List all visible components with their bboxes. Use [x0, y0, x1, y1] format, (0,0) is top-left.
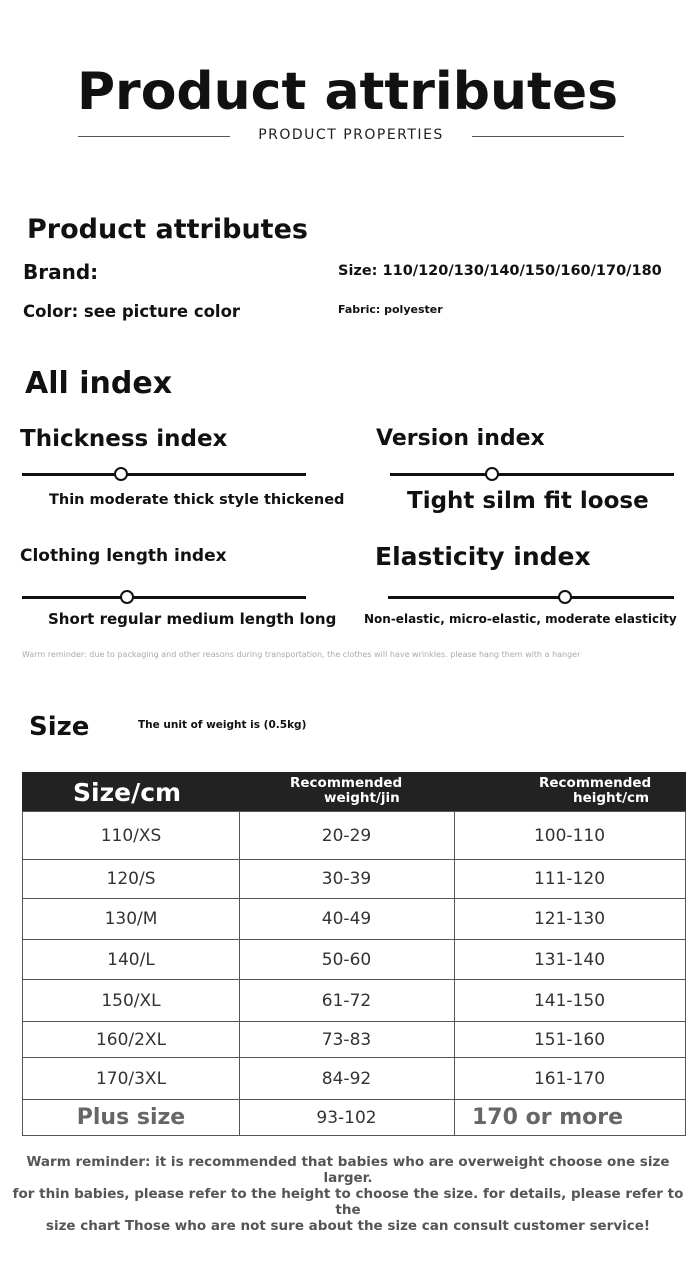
- weight-cell: 84-92: [321, 1068, 372, 1089]
- size-cell: 130/M: [104, 909, 158, 929]
- column-divider: [239, 860, 240, 898]
- weight-cell: 50-60: [321, 949, 372, 970]
- attributes-heading: Product attributes: [27, 214, 308, 245]
- weight-cell: 61-72: [321, 990, 372, 1011]
- column-divider: [239, 1058, 240, 1099]
- height-cell: 170 or more: [472, 1105, 624, 1130]
- thickness-index-scale: Thin moderate thick style thickened: [49, 492, 345, 508]
- table-row: [23, 1100, 685, 1135]
- height-cell: 161-170: [533, 1068, 606, 1089]
- table-row: [23, 1058, 685, 1100]
- column-divider: [239, 980, 240, 1021]
- height-cell: 151-160: [533, 1029, 606, 1050]
- column-divider: [454, 1022, 455, 1057]
- column-divider: [239, 940, 240, 979]
- subtitle-right-rule: [472, 136, 624, 137]
- size-cell: Plus size: [76, 1105, 186, 1130]
- height-cell: 100-110: [533, 825, 606, 846]
- weight-cell: 20-29: [321, 825, 372, 846]
- column-divider: [239, 812, 240, 859]
- size-reminder: Warm reminder: it is recommended that babies who are overweight choose one size larger. for thin babies, please refer to the height to choose the size. for details, please refer to the size chart Those who are not sure about the size can consult customer service!: [12, 1154, 684, 1234]
- size-cell: 170/3XL: [95, 1068, 167, 1089]
- column-divider: [239, 1100, 240, 1135]
- version-index-scale: Tight silm fit loose: [407, 488, 649, 514]
- weight-cell: 73-83: [321, 1029, 372, 1050]
- table-row: [23, 980, 685, 1022]
- thickness-index-marker: [114, 467, 128, 481]
- size-cell: 120/S: [106, 869, 156, 889]
- color-attribute: Color: see picture color: [23, 302, 241, 321]
- height-cell: 121-130: [533, 909, 606, 929]
- weight-unit-note: The unit of weight is (0.5kg): [138, 719, 307, 731]
- col-height-header: Recommended height/cm: [539, 775, 652, 806]
- version-index-marker: [485, 467, 499, 481]
- weight-cell: 40-49: [321, 909, 372, 929]
- column-divider: [454, 860, 455, 898]
- packaging-reminder: Warm reminder: due to packaging and other reasons during transportation, the clothes will have wrinkles. please hang them with a hanger: [22, 650, 581, 659]
- size-attribute: Size: 110/120/130/140/150/160/170/180: [338, 263, 662, 279]
- col-weight-header: Recommended weight/jin: [290, 775, 403, 806]
- column-divider: [239, 899, 240, 939]
- fabric-attribute: Fabric: polyester: [338, 303, 443, 316]
- column-divider: [454, 940, 455, 979]
- subtitle-row: [78, 126, 624, 146]
- table-row: [23, 899, 685, 940]
- column-divider: [239, 1022, 240, 1057]
- table-row: [23, 1022, 685, 1058]
- column-divider: [454, 899, 455, 939]
- index-heading: All index: [25, 366, 173, 401]
- elasticity-index-scale: Non-elastic, micro-elastic, moderate elasticity: [364, 612, 677, 626]
- column-divider: [454, 1058, 455, 1099]
- elasticity-index-title: Elasticity index: [375, 542, 591, 571]
- table-row: [23, 860, 685, 899]
- size-heading: Size: [29, 712, 90, 742]
- table-row: [23, 812, 685, 860]
- page-title: Product attributes: [76, 62, 619, 122]
- length-index-scale: Short regular medium length long: [48, 610, 337, 628]
- height-cell: 141-150: [533, 990, 606, 1011]
- version-index-title: Version index: [376, 426, 545, 451]
- size-table: [22, 811, 686, 1136]
- column-divider: [454, 980, 455, 1021]
- version-index-track: [390, 473, 674, 476]
- height-cell: 111-120: [533, 869, 606, 889]
- size-table-header: [22, 772, 686, 811]
- weight-cell: 30-39: [321, 869, 372, 889]
- elasticity-index-marker: [558, 590, 572, 604]
- table-row: [23, 940, 685, 980]
- column-divider: [454, 812, 455, 859]
- size-cell: 160/2XL: [95, 1029, 167, 1050]
- weight-cell: 93-102: [316, 1107, 377, 1128]
- length-index-marker: [120, 590, 134, 604]
- subtitle: PRODUCT PROPERTIES: [258, 127, 444, 143]
- size-cell: 110/XS: [100, 825, 162, 846]
- brand-label: Brand:: [23, 260, 99, 284]
- thickness-index-track: [22, 473, 306, 476]
- length-index-track: [22, 596, 306, 599]
- length-index-title: Clothing length index: [20, 546, 227, 566]
- height-cell: 131-140: [533, 949, 606, 970]
- elasticity-index-track: [388, 596, 674, 599]
- thickness-index-title: Thickness index: [20, 426, 228, 452]
- size-cell: 150/XL: [101, 990, 161, 1011]
- size-cell: 140/L: [107, 949, 155, 970]
- col-size-header: Size/cm: [73, 778, 182, 807]
- column-divider: [454, 1100, 455, 1135]
